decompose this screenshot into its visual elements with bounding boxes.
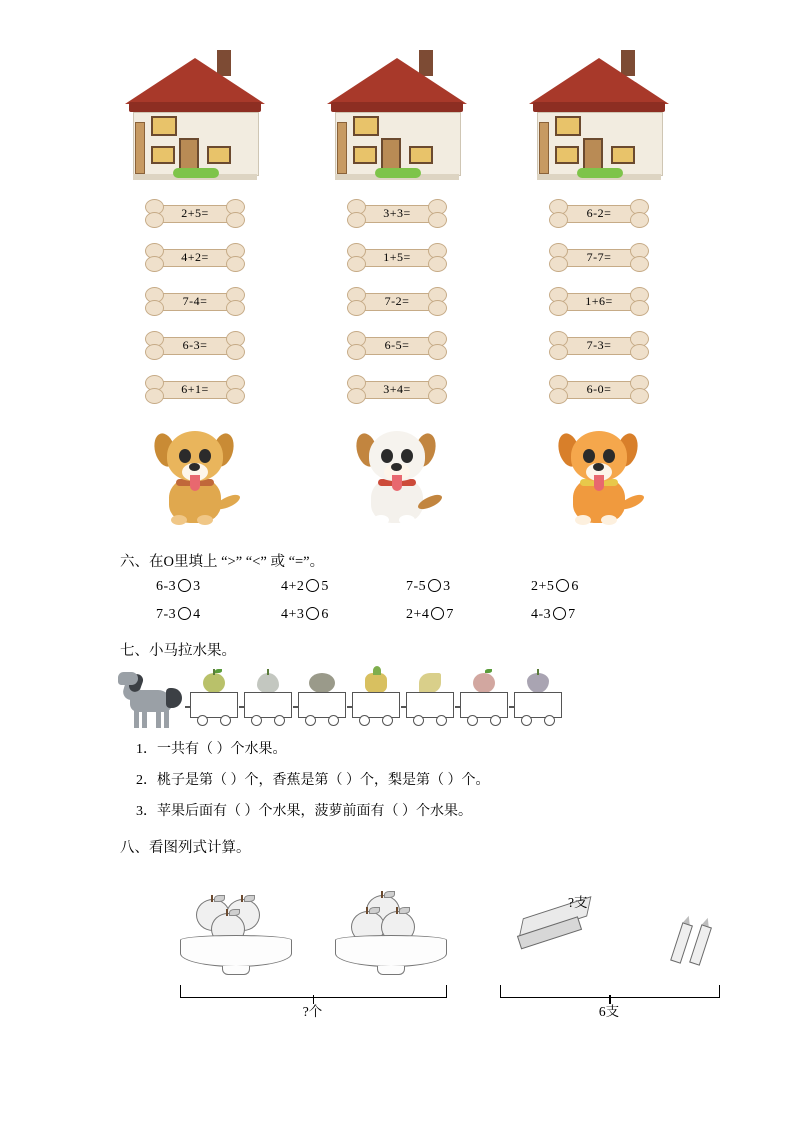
compare-item — [531, 579, 656, 595]
pillar — [539, 122, 549, 174]
brace-left — [180, 985, 447, 998]
compare-right: 6 — [571, 579, 579, 594]
house-column-1 — [115, 50, 275, 534]
roof-edge — [533, 102, 665, 112]
cart-3 — [298, 676, 350, 726]
bone-expression: 7-7= — [586, 249, 612, 264]
answer-circle[interactable] — [431, 607, 444, 620]
compare-row — [156, 607, 734, 623]
dog-icon — [539, 419, 659, 534]
section-eight-title: 八、看图列式计算。 — [120, 840, 251, 856]
cart-1 — [190, 676, 242, 726]
fruit-peach-icon — [473, 673, 495, 693]
window-upper — [151, 116, 177, 136]
bone-expression: 3+4= — [383, 381, 411, 396]
compare-left: 4+3 — [281, 607, 305, 622]
cart-7 — [514, 676, 566, 726]
window-upper — [555, 116, 581, 136]
answer-circle[interactable] — [306, 607, 319, 620]
bone-problem — [545, 197, 653, 229]
compare-item — [156, 579, 281, 595]
bone-problem — [343, 197, 451, 229]
bone-problem — [545, 241, 653, 273]
cart-5 — [406, 676, 458, 726]
answer-circle[interactable] — [306, 579, 319, 592]
section-seven-title: 七、小马拉水果。 — [120, 643, 236, 659]
cart-4 — [352, 676, 404, 726]
roof — [327, 58, 467, 104]
compare-left: 4-3 — [531, 607, 552, 622]
question-item: 3．苹果后面有（ ）个水果，菠萝前面有（ ）个水果。 — [136, 804, 472, 819]
fruit-pineapple-icon — [365, 673, 387, 693]
answer-circle[interactable] — [556, 579, 569, 592]
bone-expression: 1+5= — [383, 249, 411, 264]
bone-problem — [545, 285, 653, 317]
compare-right: 3 — [443, 579, 451, 594]
compare-item — [406, 607, 531, 623]
window-lower-left — [555, 146, 579, 164]
compare-item — [281, 607, 406, 623]
window-lower-right — [409, 146, 433, 164]
brace-left-label: ?个 — [302, 1004, 323, 1019]
compare-item — [531, 607, 656, 623]
bone-expression: 7-3= — [586, 337, 612, 352]
bone-expression: 6-2= — [586, 205, 612, 220]
answer-circle[interactable] — [553, 607, 566, 620]
bone-problem — [343, 285, 451, 317]
compare-right: 4 — [193, 607, 201, 622]
bone-expression: 7-4= — [182, 293, 208, 308]
answer-circle[interactable] — [178, 607, 191, 620]
question-item: 1．一共有（ ）个水果。 — [136, 742, 287, 757]
bone-expression: 3+3= — [383, 205, 411, 220]
bone-expression: 4+2= — [181, 249, 209, 264]
dog-icon — [337, 419, 457, 534]
roof-edge — [331, 102, 463, 112]
plate-one — [180, 899, 290, 975]
bone-problem — [343, 241, 451, 273]
window-lower-left — [151, 146, 175, 164]
cart-row — [190, 676, 568, 726]
fruit-watermelon-icon — [311, 673, 333, 693]
cart-6 — [460, 676, 512, 726]
compare-right: 7 — [446, 607, 454, 622]
bone-problem — [343, 329, 451, 361]
window-lower-left — [353, 146, 377, 164]
bone-expression: 6-0= — [586, 381, 612, 396]
fruit-banana-icon — [419, 673, 441, 693]
compare-row — [156, 579, 734, 595]
brace-right-label: 6支 — [598, 1004, 620, 1019]
bone-problem — [141, 241, 249, 273]
fruit-grape-icon — [527, 673, 549, 693]
section-six-title: 六、在O里填上 “>” “<” 或 “=”。 — [120, 554, 325, 570]
compare-right: 7 — [568, 607, 576, 622]
house-icon — [525, 50, 673, 185]
window-lower-right — [207, 146, 231, 164]
bone-problem — [545, 329, 653, 361]
house-icon — [121, 50, 269, 185]
compare-left: 7-3 — [156, 607, 177, 622]
house-column-3 — [519, 50, 679, 534]
bone-problem — [545, 373, 653, 405]
bone-expression: 6-5= — [384, 337, 410, 352]
house-column-2 — [317, 50, 477, 534]
grass — [577, 168, 623, 178]
compare-right: 3 — [193, 579, 201, 594]
compare-right: 6 — [321, 607, 329, 622]
houses-section — [60, 50, 734, 534]
horse-icon — [122, 672, 186, 728]
bone-problem — [343, 373, 451, 405]
bone-expression: 6+1= — [181, 381, 209, 396]
compare-left: 6-3 — [156, 579, 177, 594]
house-icon — [323, 50, 471, 185]
compare-left: 7-5 — [406, 579, 427, 594]
compare-left: 2+4 — [406, 607, 430, 622]
compare-left: 4+2 — [281, 579, 305, 594]
pillar — [337, 122, 347, 174]
section-eight-illustration — [60, 867, 734, 1032]
window-lower-right — [611, 146, 635, 164]
horse-cart-illustration — [60, 668, 734, 738]
grass — [173, 168, 219, 178]
bone-expression: 6-3= — [182, 337, 208, 352]
bone-expression: 7-2= — [384, 293, 410, 308]
fruit-apple-icon — [203, 673, 225, 693]
bone-problem — [141, 329, 249, 361]
grass — [375, 168, 421, 178]
bone-expression: 2+5= — [181, 205, 209, 220]
bone-expression: 1+6= — [585, 293, 613, 308]
question-item: 2．桃子是第（ ）个，香蕉是第（ ）个，梨是第（ ）个。 — [136, 773, 490, 788]
compare-left: 2+5 — [531, 579, 555, 594]
roof — [529, 58, 669, 104]
compare-exercise — [60, 579, 734, 623]
compare-item — [281, 579, 406, 595]
unknown-quantity-label: ?支 — [568, 895, 588, 910]
compare-item — [406, 579, 531, 595]
plate-two — [335, 899, 445, 975]
roof — [125, 58, 265, 104]
bone-problem — [141, 285, 249, 317]
brace-right — [500, 985, 720, 998]
answer-circle[interactable] — [428, 579, 441, 592]
pillar — [135, 122, 145, 174]
answer-circle[interactable] — [178, 579, 191, 592]
cart-2 — [244, 676, 296, 726]
compare-right: 5 — [321, 579, 329, 594]
window-upper — [353, 116, 379, 136]
bone-problem — [141, 373, 249, 405]
roof-edge — [129, 102, 261, 112]
dog-icon — [135, 419, 255, 534]
fruit-pear-icon — [257, 673, 279, 693]
bone-problem — [141, 197, 249, 229]
compare-item — [156, 607, 281, 623]
